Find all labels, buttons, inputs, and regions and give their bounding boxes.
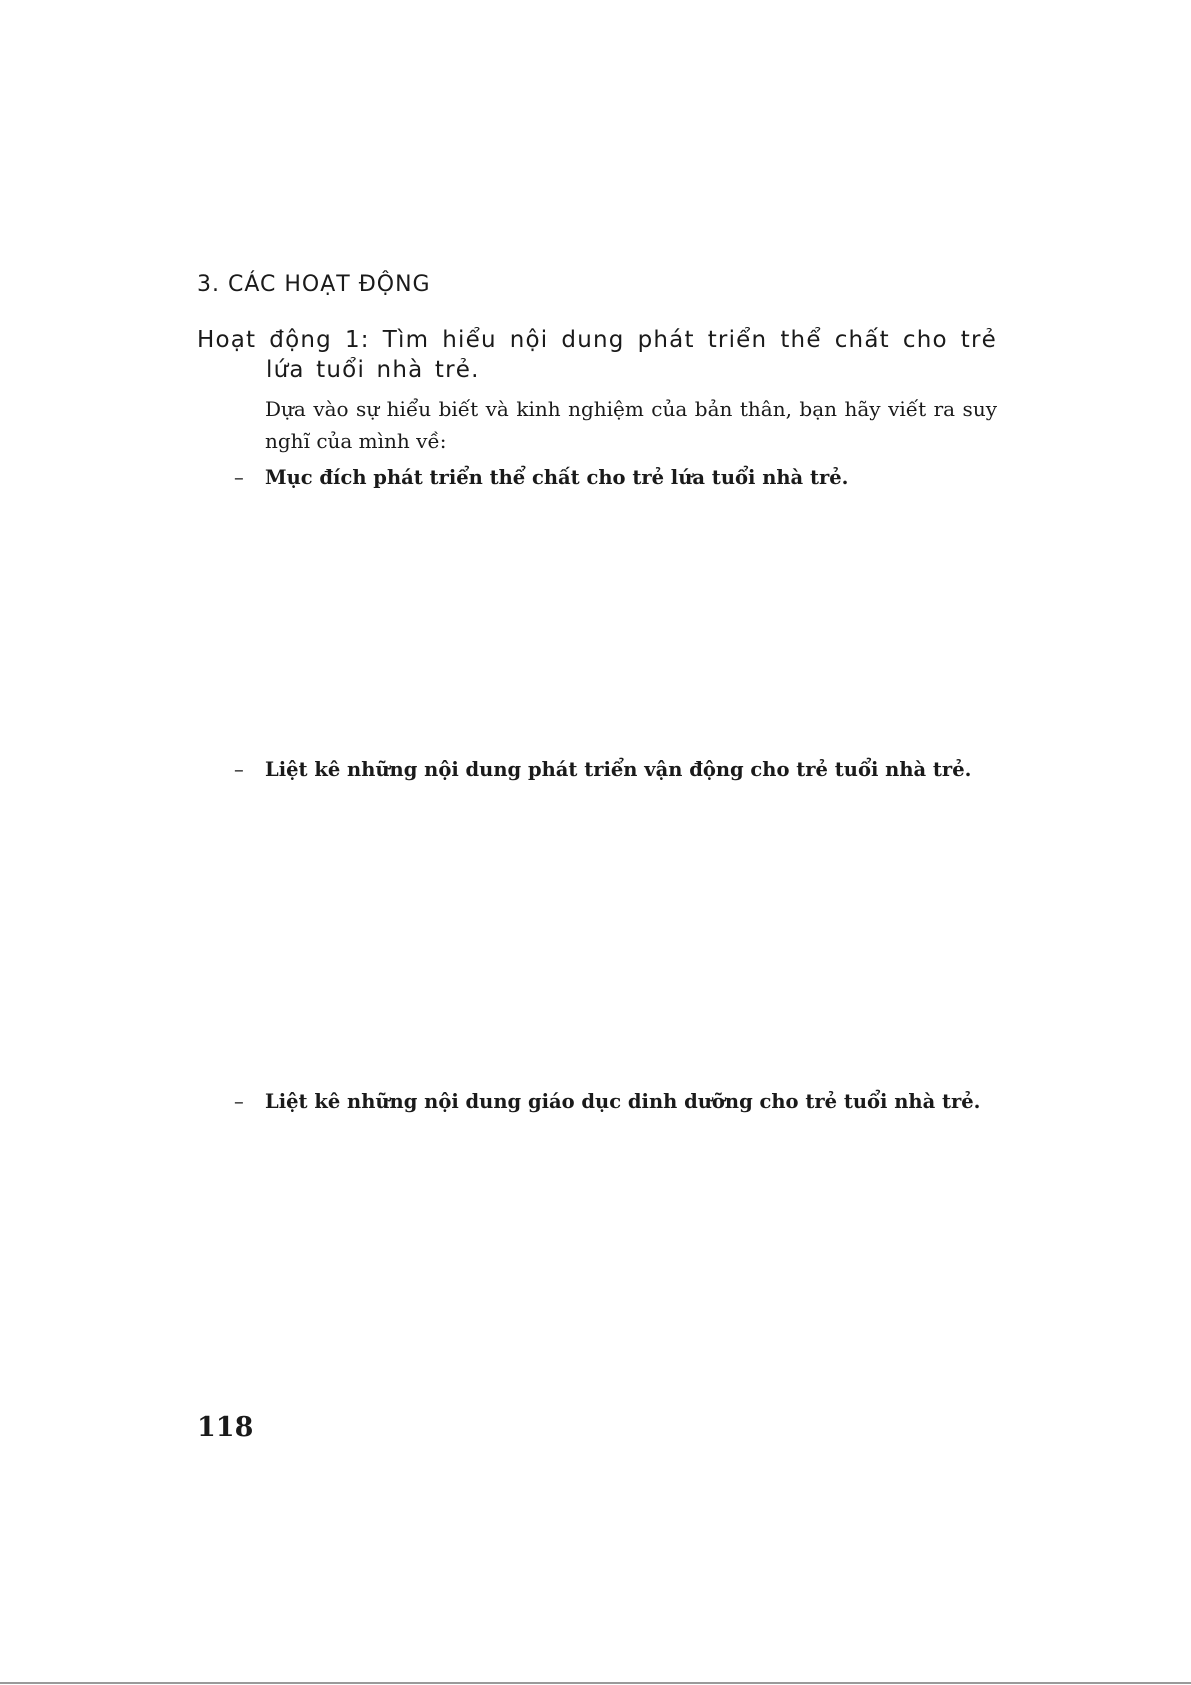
activity-intro: Dựa vào sự hiểu biết và kinh nghiệm của bản thân, bạn hãy viết ra suy nghĩ của mình về: [265,397,997,453]
bullet-dash: – [234,466,244,489]
list-item [234,1090,980,1113]
bottom-divider [0,1682,1191,1684]
list-item [234,466,848,489]
bullet-dash: – [234,1090,244,1113]
list-item-text: Liệt kê những nội dung giáo dục dinh dưỡng cho trẻ tuổi nhà trẻ. [265,1090,981,1113]
list-item-text: Liệt kê những nội dung phát triển vận động cho trẻ tuổi nhà trẻ. [265,758,972,781]
list-item [234,758,971,781]
list-item-text: Mục đích phát triển thể chất cho trẻ lứa tuổi nhà trẻ. [265,466,849,489]
page-number: 118 [197,1412,254,1443]
bullet-dash: – [234,758,244,781]
activity-title: Hoạt động 1: Tìm hiểu nội dung phát triển thể chất cho trẻ lứa tuổi nhà trẻ. [197,327,997,383]
section-heading: 3. CÁC HOẠT ĐỘNG [197,272,431,297]
